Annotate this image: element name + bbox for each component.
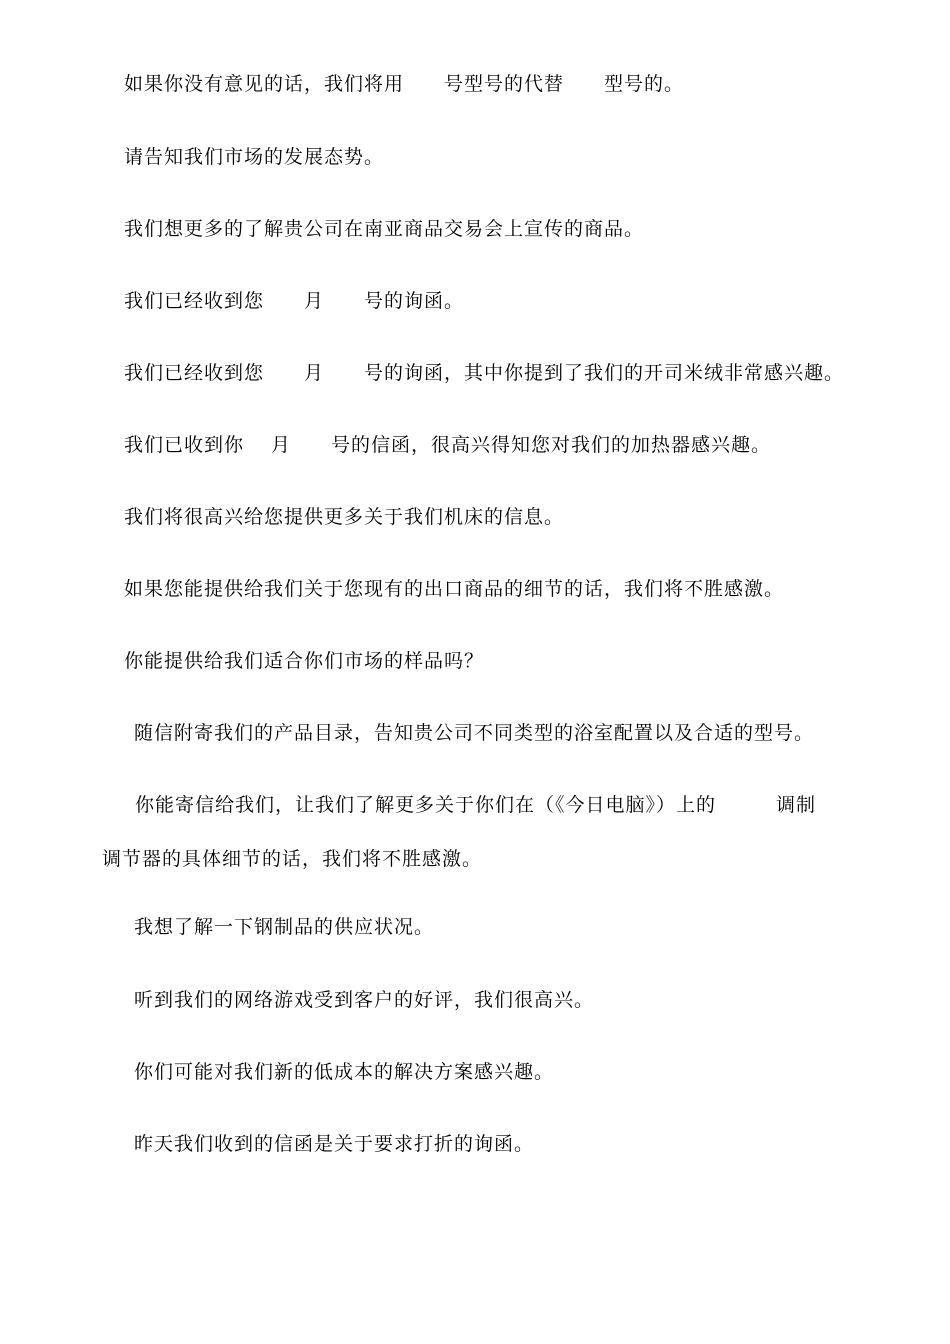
- sentence-7: 我们将很高兴给您提供更多关于我们机床的信息。: [124, 506, 565, 528]
- sentence-12: 听到我们的网络游戏受到客户的好评，我们很高兴。: [134, 989, 595, 1011]
- sentence-10: 随信附寄我们的产品目录，告知贵公司不同类型的浴室配置以及合适的型号。: [134, 722, 815, 744]
- sentence-1: 如果你没有意见的话，我们将用 号型号的代替 型号的。: [124, 73, 685, 95]
- sentence-5: 我们已经收到您 月 号的询函，其中你提到了我们的开司米绒非常感兴趣。: [124, 362, 845, 384]
- sentence-11: 我想了解一下钢制品的供应状况。: [134, 916, 435, 938]
- sentence-6: 我们已收到你 月 号的信函，很高兴得知您对我们的加热器感兴趣。: [124, 434, 772, 456]
- sentence-2: 请告知我们市场的发展态势。: [124, 146, 385, 168]
- wrapped-paragraph: [102, 793, 892, 871]
- wrapped-paragraph-line-1: 你能寄信给我们，让我们了解更多关于你们在（《今日电脑》）上的 调制: [135, 794, 817, 816]
- sentence-3: 我们想更多的了解贵公司在南亚商品交易会上宣传的商品。: [124, 218, 645, 240]
- sentence-14: 昨天我们收到的信函是关于要求打折的询函。: [134, 1133, 535, 1155]
- sentence-8: 如果您能提供给我们关于您现有的出口商品的细节的话，我们将不胜感激。: [124, 578, 785, 600]
- sentence-9: 你能提供给我们适合你们市场的样品吗？: [124, 650, 485, 672]
- wrapped-paragraph-line-2: 调节器的具体细节的话，我们将不胜感激。: [102, 848, 483, 870]
- sentence-13: 你们可能对我们新的低成本的解决方案感兴趣。: [134, 1061, 555, 1083]
- sentence-4: 我们已经收到您 月 号的询函。: [124, 290, 465, 312]
